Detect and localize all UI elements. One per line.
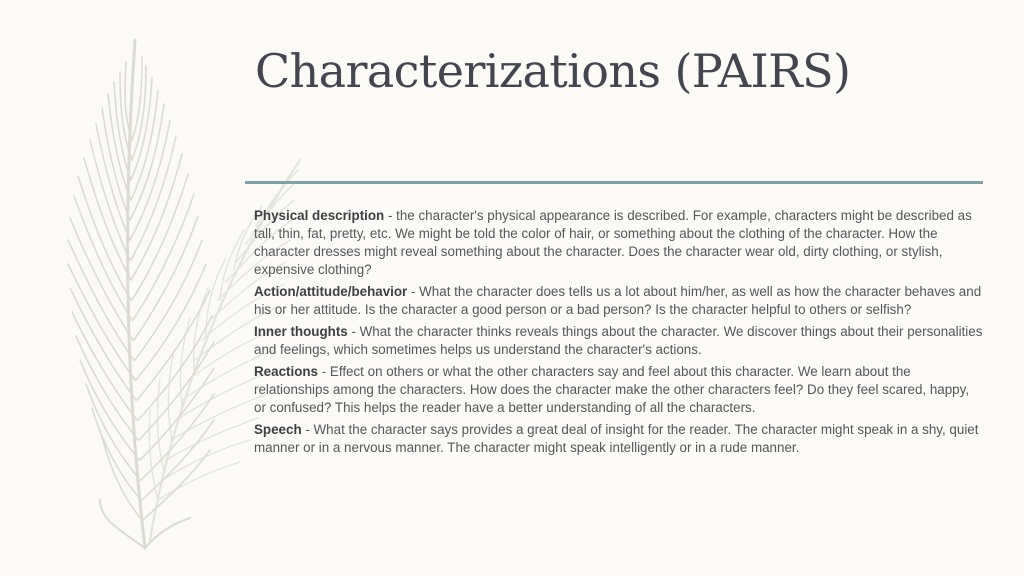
item-separator: - bbox=[384, 208, 397, 223]
item-text: What the character says provides a great deal of insight for the reader. The character might speak in a shy, quiet manner or in a nervous manner. The character might speak intelligently or in a rude manner. bbox=[254, 422, 979, 455]
item-term: Speech bbox=[254, 422, 302, 437]
item-separator: - bbox=[347, 324, 360, 339]
item-separator: - bbox=[301, 422, 314, 437]
title-divider bbox=[245, 181, 983, 184]
item-text: the character's physical appearance is described. For example, characters might be described as tall, thin, fat, pretty, etc. We might be told the color of hair, or something about the clothing of the character. How the character dresses might reveal something about the character. Does the character wear old, dirty clothing, or stylish, expensive clothing? bbox=[254, 208, 972, 277]
item-action-attitude-behavior bbox=[254, 283, 984, 319]
item-inner-thoughts bbox=[254, 323, 984, 359]
item-reactions bbox=[254, 363, 984, 417]
item-separator: - bbox=[407, 284, 420, 299]
item-term: Inner thoughts bbox=[254, 324, 348, 339]
item-term: Action/attitude/behavior bbox=[254, 284, 408, 299]
item-term: Reactions bbox=[254, 364, 318, 379]
item-physical-description bbox=[254, 207, 984, 279]
slide-body bbox=[254, 207, 984, 461]
item-term: Physical description bbox=[254, 208, 385, 223]
item-text: What the character does tells us a lot about him/her, as well as how the character behaves and his or her attitude. Is the character a good person or a bad person? Is the character helpful to others or selfish? bbox=[254, 284, 982, 317]
slide-title: Characterizations (PAIRS) bbox=[255, 44, 851, 98]
item-text: Effect on others or what the other characters say and feel about this character. We learn about the relationships among the characters. How does the character make the other characters feel? Do they feel scared, happy, or confused? This helps the reader have a better understanding of all the characters. bbox=[254, 364, 970, 415]
item-speech bbox=[254, 421, 984, 457]
item-text: What the character thinks reveals things about the character. We discover things about their personalities and feelings, which sometimes helps us understand the character's actions. bbox=[254, 324, 983, 357]
item-separator: - bbox=[318, 364, 330, 379]
